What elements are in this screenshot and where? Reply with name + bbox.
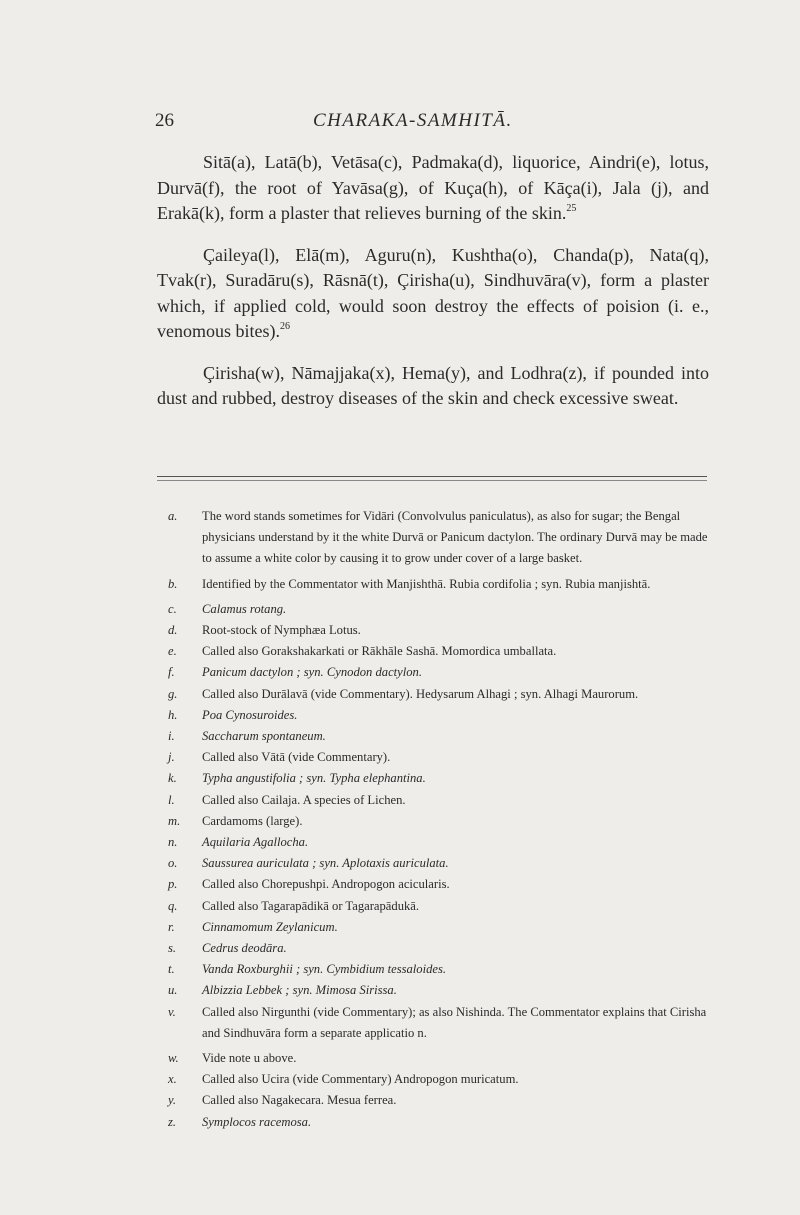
section-divider-thin	[157, 480, 707, 481]
main-text	[157, 150, 709, 428]
note-r: r. Cinnamomum Zeylanicum.	[168, 919, 338, 934]
note-n: n. Aquilaria Agallocha.	[168, 835, 309, 850]
note-c: c. Calamus rotang.	[168, 601, 287, 616]
running-title: CHARAKA-SAMHITĀ.	[313, 110, 513, 131]
note-z: z. Symplocos racemosa.	[168, 1114, 312, 1129]
note-i: i. Saccharum spontaneum.	[168, 729, 326, 744]
note-y: y. Called also Nagakecara. Mesua ferrea.	[168, 1093, 397, 1108]
note-w: w. Vide note u above.	[168, 1051, 297, 1066]
note-h: h. Poa Cynosuroides.	[168, 707, 298, 722]
note-t: t. Vanda Roxburghii ; syn. Cymbidium tessaloides.	[168, 962, 447, 977]
note-q: q. Called also Tagarapādikā or Tagarapādukā.	[168, 898, 420, 913]
note-a: a. The word stands sometimes for Vidāri (Convolvulus paniculatus), as also for sugar; the Bengal physicians understand by it the white Durvā or Panicum dactylon. The ordinary Durvā may be made to assume a white color by causing it to grow under cover of a large basket.	[168, 509, 708, 566]
note-k: k. Typha angustifolia ; syn. Typha elephantina.	[168, 771, 426, 786]
note-d: d. Root-stock of Nymphæa Lotus.	[168, 623, 361, 638]
note-p: p. Called also Chorepushpi. Andropogon acicularis.	[168, 877, 450, 892]
paragraph: Çaileya(l), Elā(m), Aguru(n), Kushtha(o), Chanda(p), Nata(q), Tvak(r), Suradāru(s), Rāsnā(t), Çirisha(u), Sindhuvāra(v), form a plaster which, if applied cold, would soon destroy the effects of poision (i. e., venomous bites).$^{26}$	[157, 244, 709, 341]
note-e: e. Called also Gorakshakarkati or Rākhāle Sashā. Momordica umballata.	[168, 644, 557, 659]
page-header	[155, 110, 715, 140]
footnote-ref: 25	[566, 203, 577, 214]
footnote-ref: 26	[280, 321, 290, 332]
note-s: s. Cedrus deodāra.	[168, 941, 287, 956]
note-x: x. Called also Ucira (vide Commentary) Andropogon muricatum.	[168, 1072, 519, 1087]
footnotes	[168, 506, 713, 1133]
note-l: l. Called also Cailaja. A species of Lichen.	[168, 792, 406, 807]
note-v: v. Called also Nirgunthi (vide Commentary); as also Nishinda. The Commentator explains that Cirisha and Sindhuvāra form a separate applicatio n.	[168, 1004, 707, 1040]
paragraph: Çirisha(w), Nāmajjaka(x), Hema(y), and Lodhra(z), if pounded into dust and rubbed, destroy diseases of the skin and check excessive sweat.	[157, 362, 709, 408]
note-u: u. Albizzia Lebbek ; syn. Mimosa Sirissa.	[168, 983, 397, 998]
paragraph: Sitā(a), Latā(b), Vetāsa(c), Padmaka(d), liquorice, Aindri(e), lotus, Durvā(f), the root of Yavāsa(g), of Kuça(h), of Kāça(i), Jala (j), and Erakā(k), form a plaster that relieves burning of the skin.$^{25}$	[157, 152, 709, 223]
section-divider	[157, 476, 707, 477]
page-number: 26	[155, 110, 174, 131]
note-g: g. Called also Durālavā (vide Commentary). Hedysarum Alhagi ; syn. Alhagi Maurorum.	[168, 686, 639, 701]
note-b: b. Identified by the Commentator with Manjishthā. Rubia cordifolia ; syn. Rubia manjishtā.	[168, 576, 651, 591]
note-j: j. Called also Vātā (vide Commentary).	[168, 750, 391, 765]
note-f: f. Panicum dactylon ; syn. Cynodon dactylon.	[168, 665, 422, 680]
note-o: o. Saussurea auriculata ; syn. Aplotaxis auriculata.	[168, 856, 449, 871]
note-m: m. Cardamoms (large).	[168, 813, 303, 828]
